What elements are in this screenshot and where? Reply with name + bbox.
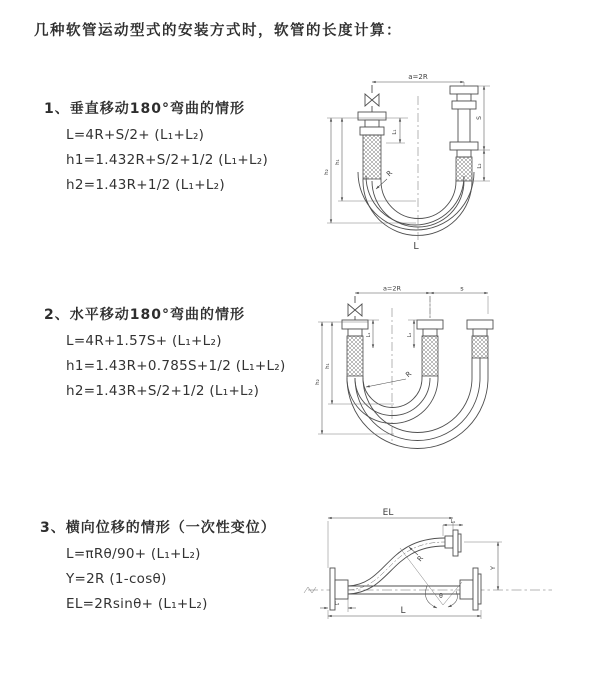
section-3-heading: 3、横向位移的情形（一次性变位） bbox=[40, 520, 276, 536]
section-vertical-180 bbox=[44, 100, 268, 193]
page-title: 几种软管运动型式的安装方式时，软管的长度计算： bbox=[34, 23, 402, 39]
angle-theta-construction bbox=[400, 548, 462, 608]
hose-u-position-2 bbox=[347, 358, 488, 449]
formula-line: h1=1.432R+S/2+1/2 (L₁+L₂) bbox=[66, 152, 269, 168]
dim-label-r: R bbox=[404, 369, 414, 380]
section-3-formulas bbox=[40, 546, 276, 612]
dim-label-y: Y bbox=[489, 566, 497, 570]
hose-u-curves bbox=[358, 172, 474, 235]
dim-label-el: EL bbox=[382, 508, 394, 518]
centerline-break-mark bbox=[304, 587, 316, 593]
dim-s bbox=[430, 285, 488, 319]
section-horizontal-180 bbox=[44, 306, 286, 399]
diagram-vertical-180-bend bbox=[312, 66, 592, 256]
section-lateral-displacement bbox=[40, 519, 276, 612]
formula-line: EL=2Rsinθ+ (L₁+L₂) bbox=[66, 596, 208, 612]
dim-label-s: s bbox=[460, 284, 464, 293]
dim-label-theta: θ bbox=[439, 593, 443, 600]
dim-label-s: S bbox=[476, 116, 483, 120]
dim-label-r: R bbox=[415, 554, 426, 564]
dim-label-h1: h₁ bbox=[335, 159, 341, 165]
formula-line: L=4R+1.57S+ (L₁+L₂) bbox=[66, 333, 222, 349]
dim-label-h1: h₁ bbox=[325, 363, 331, 369]
dim-l2 bbox=[474, 150, 490, 181]
radius-callout bbox=[366, 370, 413, 387]
dim-label-l1: L₁ bbox=[392, 129, 398, 135]
dim-label-l1: L₁ bbox=[450, 519, 456, 525]
formula-line: h1=1.43R+0.785S+1/2 (L₁+L₂) bbox=[66, 358, 286, 374]
formula-line: Y=2R (1-cosθ) bbox=[66, 571, 167, 587]
dim-l2 bbox=[320, 599, 356, 612]
formula-line: h2=1.43R+S/2+1/2 (L₁+L₂) bbox=[66, 383, 260, 399]
dim-label-l: L bbox=[400, 606, 406, 616]
section-2-heading: 2、水平移动180°弯曲的情形 bbox=[44, 307, 245, 323]
dim-label-h2: h₂ bbox=[315, 379, 321, 385]
left-pipe-fitting bbox=[358, 112, 386, 179]
formula-line: L=πRθ/90+ (L₁+L₂) bbox=[66, 546, 201, 562]
dim-label-l1: L₁ bbox=[366, 332, 372, 338]
section-1-heading: 1、垂直移动180°弯曲的情形 bbox=[44, 101, 245, 117]
dim-a2r bbox=[355, 285, 430, 294]
dim-label-l2: L₂ bbox=[407, 332, 413, 338]
valve-icon bbox=[365, 85, 379, 112]
dim-l1 bbox=[386, 118, 405, 143]
dim-s bbox=[476, 86, 490, 150]
left-pipe-fitting bbox=[342, 320, 368, 376]
formula-line: h2=1.43R+1/2 (L₁+L₂) bbox=[66, 177, 225, 193]
dim-label-l: L bbox=[413, 241, 419, 252]
diagram-horizontal-180-bend bbox=[310, 280, 600, 465]
formula-line: L=4R+S/2+ (L₁+L₂) bbox=[66, 127, 205, 143]
section-2-formulas bbox=[44, 333, 286, 399]
dim-label-a2r: a=2R bbox=[408, 73, 428, 81]
valve-icon bbox=[348, 296, 362, 320]
upper-flange bbox=[445, 530, 461, 556]
right-pipe-fitting bbox=[467, 320, 493, 358]
dim-label-h2: h₂ bbox=[324, 169, 330, 175]
section-1-formulas bbox=[44, 127, 268, 193]
dim-label-l2: L₂ bbox=[334, 601, 340, 607]
middle-pipe-fitting bbox=[417, 320, 443, 376]
dim-label-r: R bbox=[385, 169, 395, 179]
dim-label-a2r: a=2R bbox=[382, 284, 402, 293]
dim-el bbox=[328, 508, 453, 568]
dim-a2r bbox=[372, 73, 464, 86]
right-pipe-fitting bbox=[450, 86, 478, 181]
dim-label-l2: L₂ bbox=[477, 163, 483, 169]
diagram-lateral-displacement bbox=[300, 498, 600, 653]
hose-u-position-1 bbox=[347, 376, 438, 424]
